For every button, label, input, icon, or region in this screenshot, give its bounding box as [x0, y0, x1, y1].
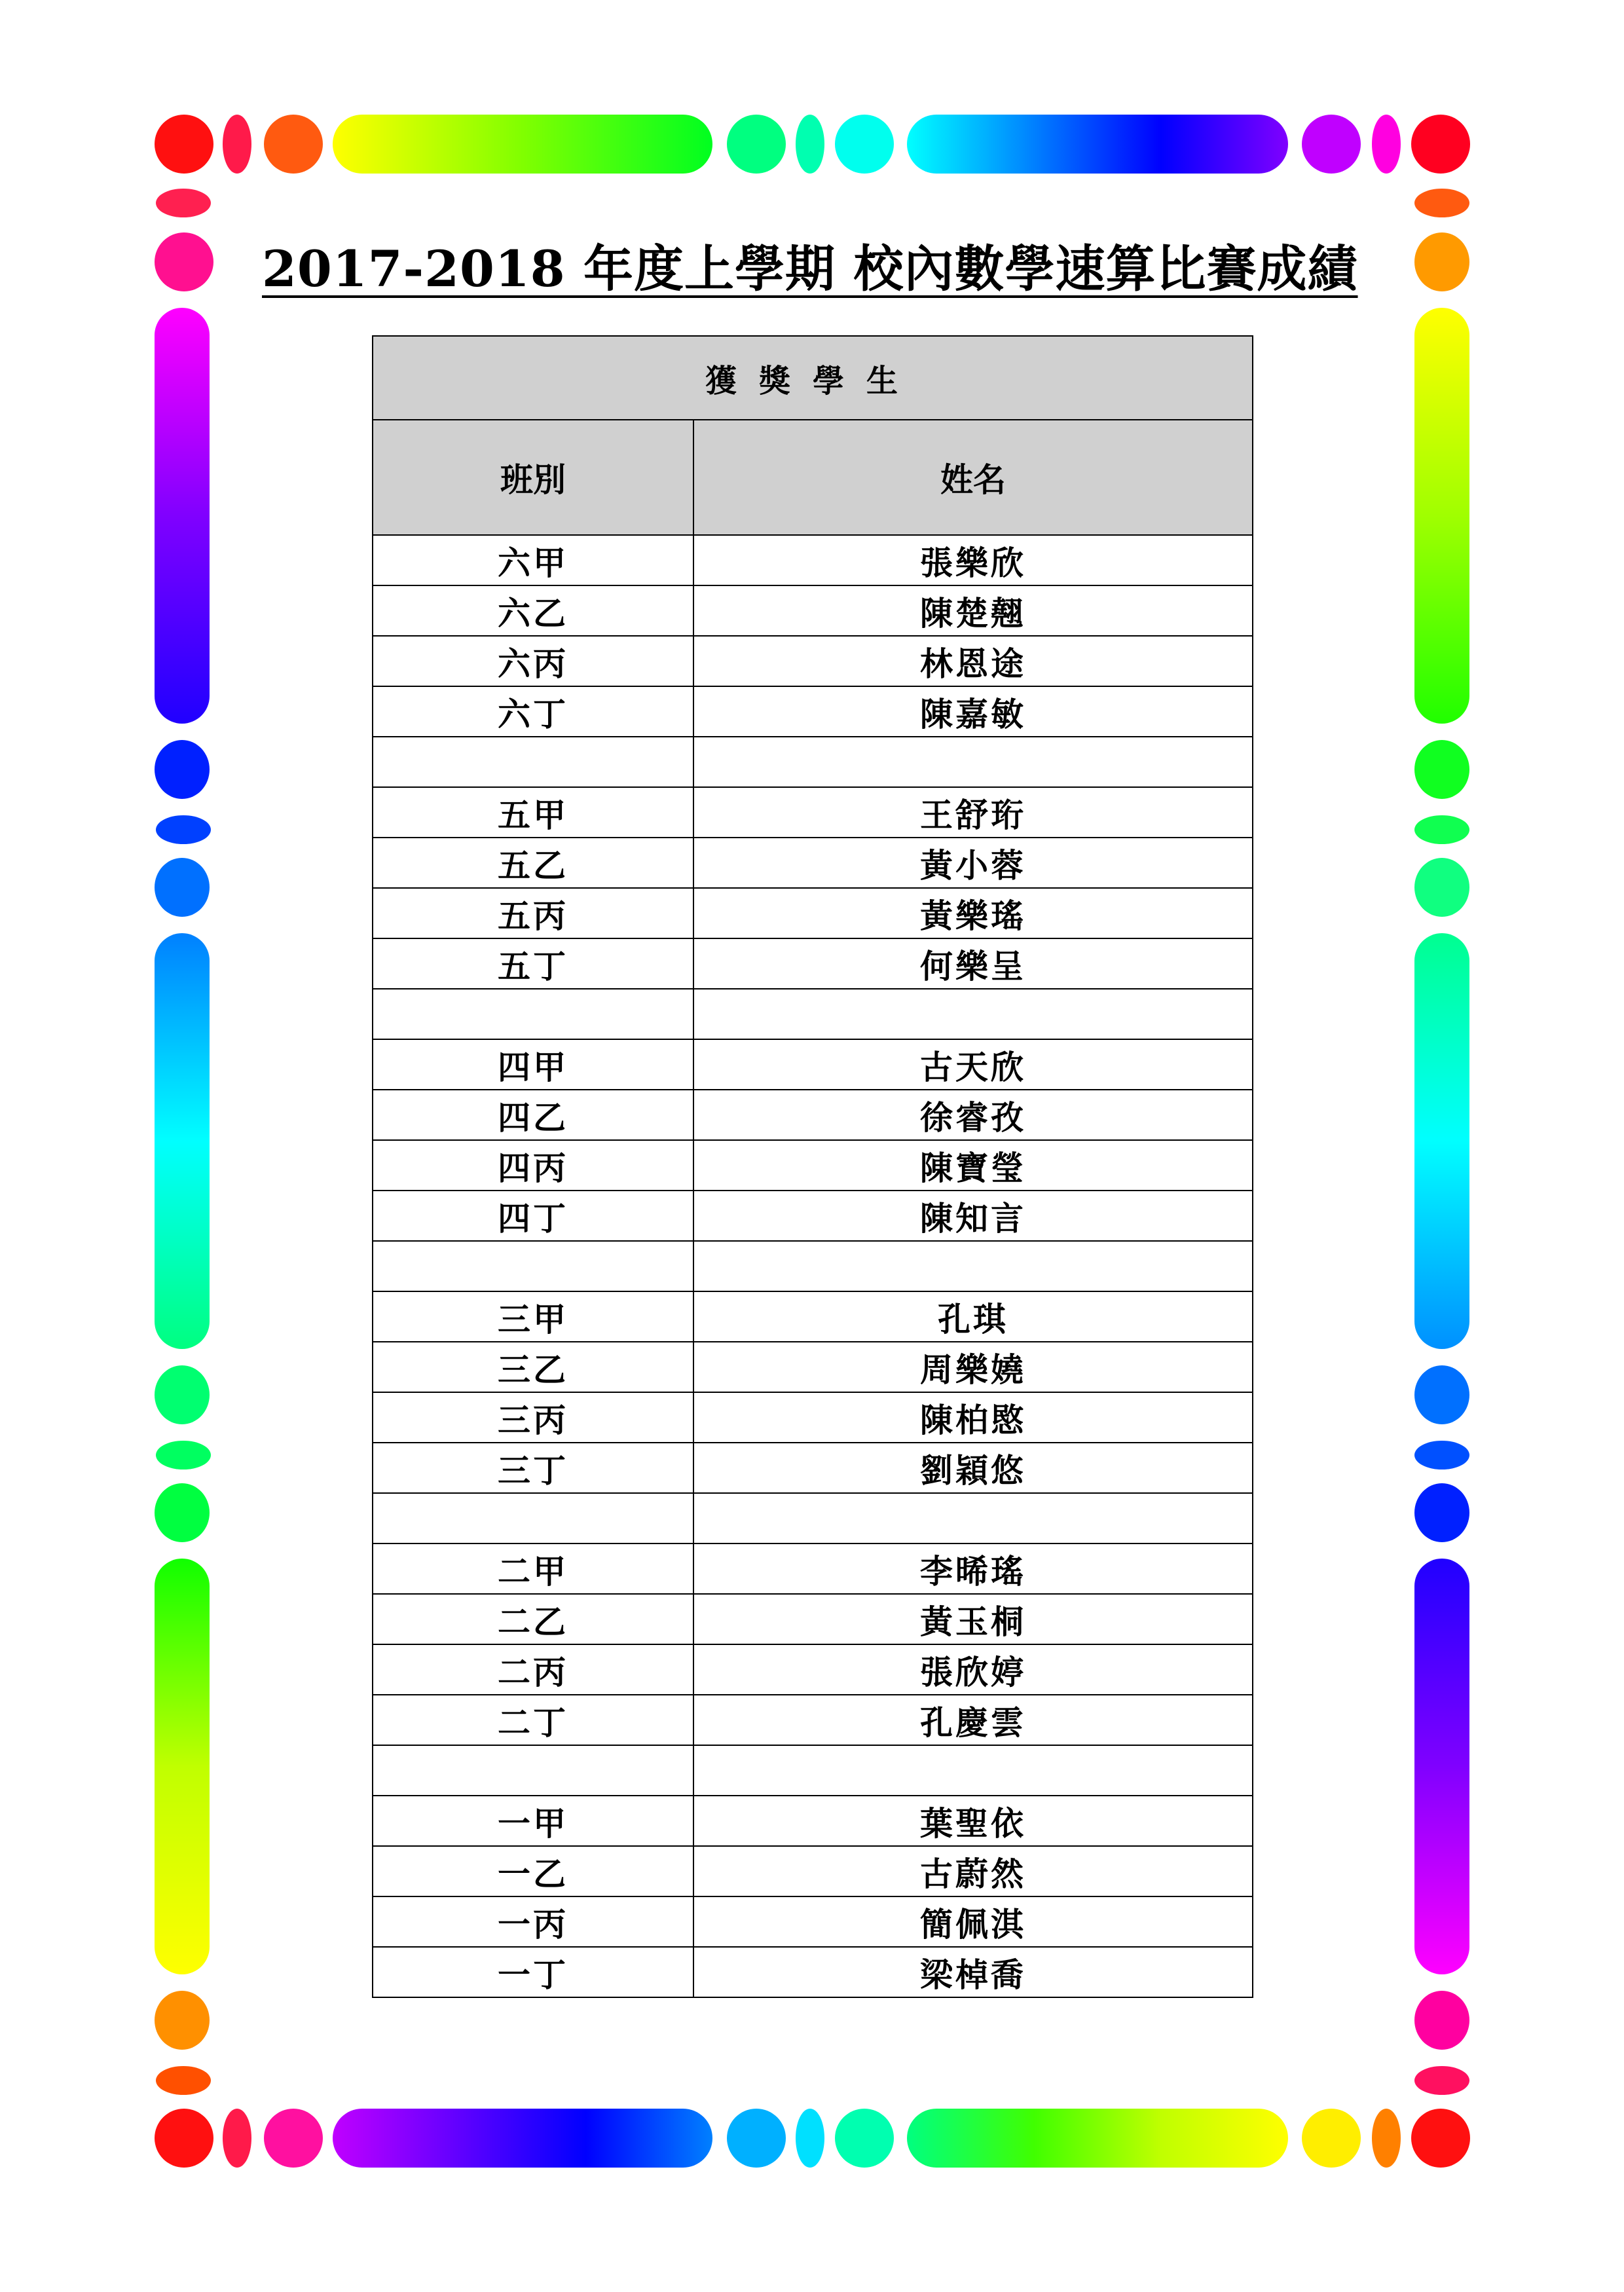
- name-cell: [693, 1241, 1253, 1291]
- table-row: [373, 636, 1253, 686]
- class-cell: 六甲: [373, 535, 693, 585]
- table-row: [373, 888, 1253, 938]
- border-ornament: [835, 2109, 894, 2168]
- border-ornament: [155, 1365, 210, 1424]
- page-title: 2017-2018 年度上學期 校內數學速算比賽成績: [262, 240, 1358, 298]
- name-cell: 林恩途: [693, 636, 1253, 686]
- table-row: [373, 1191, 1253, 1241]
- table-row: [373, 1291, 1253, 1342]
- class-cell: [373, 737, 693, 787]
- border-ornament: [156, 1441, 211, 1469]
- name-cell: 劉穎悠: [693, 1443, 1253, 1493]
- name-cell: 李晞瑤: [693, 1543, 1253, 1594]
- class-cell: 一丙: [373, 1896, 693, 1947]
- class-cell: 三甲: [373, 1291, 693, 1342]
- border-ornament: [155, 858, 210, 917]
- table-header-row: [373, 420, 1253, 535]
- table-row: [373, 585, 1253, 636]
- border-ornament: [1302, 115, 1361, 174]
- border-ornament: [1372, 2109, 1401, 2168]
- border-ornament: [727, 115, 786, 174]
- name-cell: 孔琪: [693, 1291, 1253, 1342]
- table-row: [373, 1090, 1253, 1140]
- class-cell: 五甲: [373, 787, 693, 838]
- border-ornament: [223, 2109, 251, 2168]
- border-ornament: [835, 115, 894, 174]
- header-class: 班別: [373, 420, 693, 535]
- name-cell: 梁棹喬: [693, 1947, 1253, 1997]
- border-ornament: [907, 2109, 1288, 2168]
- border-ornament: [796, 2109, 824, 2168]
- border-ornament: [155, 308, 210, 724]
- border-ornament: [155, 1559, 210, 1974]
- border-ornament: [1414, 2066, 1469, 2095]
- name-cell: 孔慶雲: [693, 1695, 1253, 1745]
- border-ornament: [1414, 858, 1469, 917]
- class-cell: 四乙: [373, 1090, 693, 1140]
- table-row: [373, 1947, 1253, 1997]
- table-caption: 獲獎學生: [373, 336, 1253, 420]
- border-ornament: [333, 115, 712, 174]
- name-cell: 古蔚然: [693, 1846, 1253, 1896]
- name-cell: 張欣婷: [693, 1644, 1253, 1695]
- border-ornament: [155, 740, 210, 799]
- table-row: [373, 1493, 1253, 1543]
- border-ornament: [264, 115, 323, 174]
- border-ornament: [1414, 1365, 1469, 1424]
- border-ornament: [155, 1483, 210, 1542]
- name-cell: 黃玉桐: [693, 1594, 1253, 1644]
- name-cell: 徐睿孜: [693, 1090, 1253, 1140]
- class-cell: 六丁: [373, 686, 693, 737]
- border-ornament: [155, 232, 213, 291]
- name-cell: [693, 989, 1253, 1039]
- class-cell: 一乙: [373, 1846, 693, 1896]
- class-cell: 五丁: [373, 938, 693, 989]
- name-cell: [693, 1745, 1253, 1796]
- name-cell: 陳知言: [693, 1191, 1253, 1241]
- border-ornament: [156, 189, 211, 217]
- class-cell: 二丁: [373, 1695, 693, 1745]
- table-row: [373, 1241, 1253, 1291]
- class-cell: 四甲: [373, 1039, 693, 1090]
- name-cell: 古天欣: [693, 1039, 1253, 1090]
- border-ornament: [1414, 189, 1469, 217]
- name-cell: 陳寶瑩: [693, 1140, 1253, 1191]
- table-row: [373, 787, 1253, 838]
- border-ornament: [1414, 1441, 1469, 1469]
- class-cell: [373, 989, 693, 1039]
- border-ornament: [333, 2109, 712, 2168]
- class-cell: [373, 1493, 693, 1543]
- border-ornament: [155, 933, 210, 1349]
- border-ornament: [1372, 115, 1401, 174]
- table-row: [373, 1695, 1253, 1745]
- border-ornament: [156, 815, 211, 844]
- table-body: [373, 535, 1253, 1997]
- name-cell: 簡佩淇: [693, 1896, 1253, 1947]
- table-row: [373, 1594, 1253, 1644]
- name-cell: [693, 1493, 1253, 1543]
- table-row: [373, 535, 1253, 585]
- name-cell: 陳嘉敏: [693, 686, 1253, 737]
- border-ornament: [1411, 115, 1470, 174]
- class-cell: 二丙: [373, 1644, 693, 1695]
- table-row: [373, 1745, 1253, 1796]
- class-cell: 五乙: [373, 838, 693, 888]
- border-ornament: [155, 2109, 213, 2168]
- table-row: [373, 1896, 1253, 1947]
- border-ornament: [1414, 815, 1469, 844]
- table-row: [373, 938, 1253, 989]
- name-cell: 王舒珩: [693, 787, 1253, 838]
- border-ornament: [1414, 740, 1469, 799]
- table-row: [373, 1443, 1253, 1493]
- table-row: [373, 1342, 1253, 1392]
- border-ornament: [1414, 1559, 1469, 1974]
- class-cell: 六乙: [373, 585, 693, 636]
- name-cell: 葉聖依: [693, 1796, 1253, 1846]
- border-ornament: [1414, 232, 1469, 291]
- table-row: [373, 737, 1253, 787]
- class-cell: 二甲: [373, 1543, 693, 1594]
- name-cell: 黃樂瑤: [693, 888, 1253, 938]
- border-ornament: [1414, 1991, 1469, 2050]
- class-cell: 三丁: [373, 1443, 693, 1493]
- class-cell: 四丙: [373, 1140, 693, 1191]
- name-cell: 何樂呈: [693, 938, 1253, 989]
- table-caption-row: [373, 336, 1253, 420]
- border-ornament: [1414, 308, 1469, 724]
- table-row: [373, 1543, 1253, 1594]
- table-row: [373, 686, 1253, 737]
- border-ornament: [796, 115, 824, 174]
- name-cell: 黃小蓉: [693, 838, 1253, 888]
- name-cell: [693, 737, 1253, 787]
- name-cell: 陳楚翹: [693, 585, 1253, 636]
- border-ornament: [1411, 2109, 1470, 2168]
- name-cell: 陳柏愍: [693, 1392, 1253, 1443]
- award-students-table: [372, 335, 1253, 1998]
- class-cell: 三丙: [373, 1392, 693, 1443]
- border-ornament: [1414, 1483, 1469, 1542]
- border-ornament: [727, 2109, 786, 2168]
- name-cell: 張樂欣: [693, 535, 1253, 585]
- header-name: 姓名: [693, 420, 1253, 535]
- class-cell: 四丁: [373, 1191, 693, 1241]
- class-cell: 二乙: [373, 1594, 693, 1644]
- table-row: [373, 838, 1253, 888]
- table-row: [373, 1846, 1253, 1896]
- table-row: [373, 1644, 1253, 1695]
- table-row: [373, 989, 1253, 1039]
- border-ornament: [1414, 933, 1469, 1349]
- table-row: [373, 1140, 1253, 1191]
- class-cell: 一甲: [373, 1796, 693, 1846]
- table-row: [373, 1392, 1253, 1443]
- border-ornament: [156, 2066, 211, 2095]
- class-cell: 五丙: [373, 888, 693, 938]
- name-cell: 周樂嬈: [693, 1342, 1253, 1392]
- class-cell: [373, 1241, 693, 1291]
- border-ornament: [1302, 2109, 1361, 2168]
- class-cell: [373, 1745, 693, 1796]
- border-ornament: [264, 2109, 323, 2168]
- table-row: [373, 1039, 1253, 1090]
- border-ornament: [155, 1991, 210, 2050]
- class-cell: 六丙: [373, 636, 693, 686]
- border-ornament: [907, 115, 1288, 174]
- class-cell: 一丁: [373, 1947, 693, 1997]
- border-ornament: [155, 115, 213, 174]
- class-cell: 三乙: [373, 1342, 693, 1392]
- border-ornament: [223, 115, 251, 174]
- table-row: [373, 1796, 1253, 1846]
